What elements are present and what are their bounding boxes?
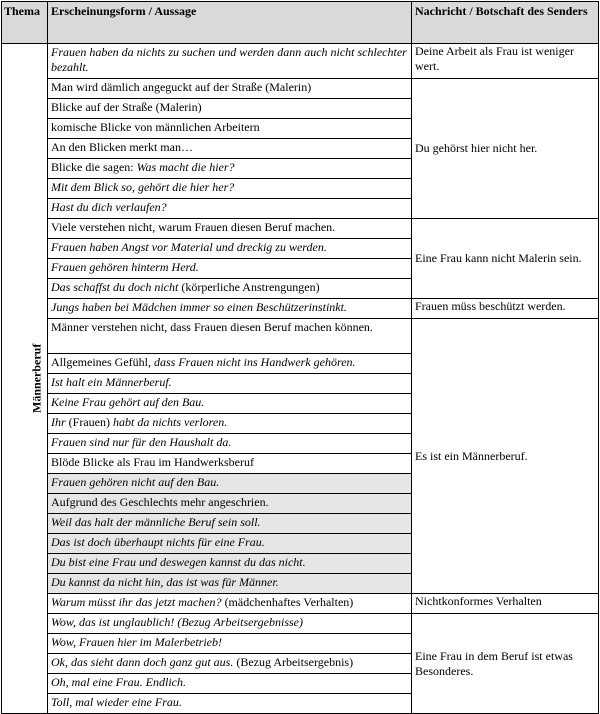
statement-text: (körperliche Anstrengungen) bbox=[178, 280, 320, 294]
statement-cell bbox=[48, 694, 412, 714]
statement-text: (Frauen) bbox=[65, 415, 113, 429]
statement-text: An den Blicken merkt man… bbox=[51, 140, 193, 154]
statement-text: Jungs haben bei Mädchen immer so einen Beschützerinstinkt. bbox=[51, 300, 347, 314]
statement-text: Viele verstehen nicht, warum Frauen diesen Beruf machen. bbox=[51, 220, 336, 234]
statement-text: dass Frauen nicht ins Handwerk gehören. bbox=[153, 355, 356, 369]
statement-cell bbox=[48, 259, 412, 279]
message-cell: Nichtkonformes Verhalten bbox=[412, 594, 599, 614]
statement-text: Toll, mal wieder eine Frau. bbox=[51, 695, 182, 709]
statement-text: Frauen sind nur für den Haushalt da. bbox=[51, 435, 232, 449]
statement-text: Du kannst da nicht hin, das ist was für Männer. bbox=[51, 575, 279, 589]
statement-text: Frauen gehören hinterm Herd. bbox=[51, 260, 199, 274]
statement-cell bbox=[48, 414, 412, 434]
header-form: Erscheinungsform / Aussage bbox=[48, 2, 412, 44]
statement-cell bbox=[48, 119, 412, 139]
header-message: Nachricht / Botschaft des Senders bbox=[412, 2, 599, 44]
statement-text: Frauen gehören nicht auf den Bau. bbox=[51, 475, 220, 489]
table-body bbox=[2, 44, 599, 714]
statement-text: Blöde Blicke als Frau im Handwerksberuf bbox=[51, 455, 254, 469]
statement-text: Weil das halt der männliche Beruf sein soll. bbox=[51, 515, 261, 529]
statement-text: (mädchenhaftes Verhalten) bbox=[221, 595, 354, 609]
statement-cell bbox=[48, 299, 412, 319]
table-row bbox=[2, 594, 599, 614]
statement-text: Blicke auf der Straße (Malerin) bbox=[51, 100, 202, 114]
message-table bbox=[1, 1, 599, 714]
statement-cell bbox=[48, 199, 412, 219]
statement-cell bbox=[48, 454, 412, 474]
table-row bbox=[2, 44, 599, 79]
statement-text: Warum müsst ihr das jetzt machen? bbox=[51, 595, 222, 609]
statement-text: Man wird dämlich angeguckt auf der Straße (Malerin) bbox=[51, 80, 312, 94]
statement-text: Oh, mal eine Frau. Endlich. bbox=[51, 675, 186, 689]
statement-cell bbox=[48, 514, 412, 534]
message-cell: Es ist ein Männerberuf. bbox=[412, 319, 599, 594]
statement-text: Hast du dich verlaufen? bbox=[51, 200, 167, 214]
statement-text: (Bezug Arbeitsergebnis) bbox=[233, 655, 354, 669]
statement-cell bbox=[48, 279, 412, 299]
statement-text: Das schaffst du doch nicht bbox=[51, 280, 179, 294]
table-row bbox=[2, 299, 599, 319]
statement-text: Das ist doch überhaupt nichts für eine Frau. bbox=[51, 535, 265, 549]
message-cell: Deine Arbeit als Frau ist weniger wert. bbox=[412, 44, 599, 79]
statement-text: Allgemeines Gefühl, bbox=[51, 355, 154, 369]
theme-label: Männerberuf bbox=[29, 343, 44, 414]
statement-cell bbox=[48, 434, 412, 454]
statement-text: Ist halt ein Männerberuf. bbox=[51, 375, 172, 389]
statement-text: Ihr bbox=[51, 415, 66, 429]
statement-text: Frauen haben da nichts zu suchen und werden dann auch nicht schlechter bezahlt. bbox=[51, 45, 407, 74]
message-cell: Eine Frau kann nicht Malerin sein. bbox=[412, 219, 599, 299]
statement-text: Was macht die hier? bbox=[136, 160, 235, 174]
statement-cell bbox=[48, 534, 412, 554]
statement-cell bbox=[48, 44, 412, 79]
statement-text: Du bist eine Frau und deswegen kannst du das nicht. bbox=[51, 555, 306, 569]
statement-cell bbox=[48, 374, 412, 394]
header-theme: Thema bbox=[2, 2, 48, 44]
statement-text: habt da nichts verloren. bbox=[113, 415, 228, 429]
statement-text: Wow, das ist unglaublich! (Bezug Arbeitsergebnisse) bbox=[51, 615, 303, 629]
table-row bbox=[2, 219, 599, 239]
message-cell: Eine Frau in dem Beruf ist etwas Besonderes. bbox=[412, 614, 599, 714]
table-row bbox=[2, 79, 599, 99]
statement-cell bbox=[48, 354, 412, 374]
statement-cell bbox=[48, 99, 412, 119]
statement-cell bbox=[48, 574, 412, 594]
statement-cell bbox=[48, 239, 412, 259]
document-page bbox=[1, 1, 599, 709]
statement-text: Ok, das sieht dann doch ganz gut aus. bbox=[51, 655, 234, 669]
theme-cell bbox=[2, 44, 48, 714]
message-cell: Du gehörst hier nicht her. bbox=[412, 79, 599, 219]
statement-text: Frauen haben Angst vor Material und dreckig zu werden. bbox=[51, 240, 327, 254]
statement-text: Keine Frau gehört auf den Bau. bbox=[51, 395, 205, 409]
statement-cell bbox=[48, 614, 412, 634]
statement-cell bbox=[48, 139, 412, 159]
statement-text: Aufgrund des Geschlechts mehr angeschrien. bbox=[51, 495, 269, 509]
statement-text: Wow, Frauen hier im Malerbetrieb! bbox=[51, 635, 222, 649]
statement-text: komische Blicke von männlichen Arbeitern bbox=[51, 120, 260, 134]
table-row bbox=[2, 319, 599, 354]
statement-cell bbox=[48, 219, 412, 239]
statement-cell bbox=[48, 594, 412, 614]
message-cell: Frauen müss beschützt werden. bbox=[412, 299, 599, 319]
statement-text: Mit dem Blick so, gehört die hier her? bbox=[51, 180, 235, 194]
table-row bbox=[2, 614, 599, 634]
statement-cell bbox=[48, 494, 412, 514]
statement-cell bbox=[48, 319, 412, 354]
statement-cell bbox=[48, 79, 412, 99]
statement-cell bbox=[48, 634, 412, 654]
statement-cell bbox=[48, 674, 412, 694]
statement-cell bbox=[48, 474, 412, 494]
statement-cell bbox=[48, 654, 412, 674]
statement-cell bbox=[48, 159, 412, 179]
statement-cell bbox=[48, 554, 412, 574]
statement-text: Männer verstehen nicht, dass Frauen diesen Beruf machen können. bbox=[51, 320, 373, 334]
statement-cell bbox=[48, 179, 412, 199]
statement-cell bbox=[48, 394, 412, 414]
statement-text: Blicke die sagen: bbox=[51, 160, 137, 174]
header-row bbox=[2, 2, 599, 44]
